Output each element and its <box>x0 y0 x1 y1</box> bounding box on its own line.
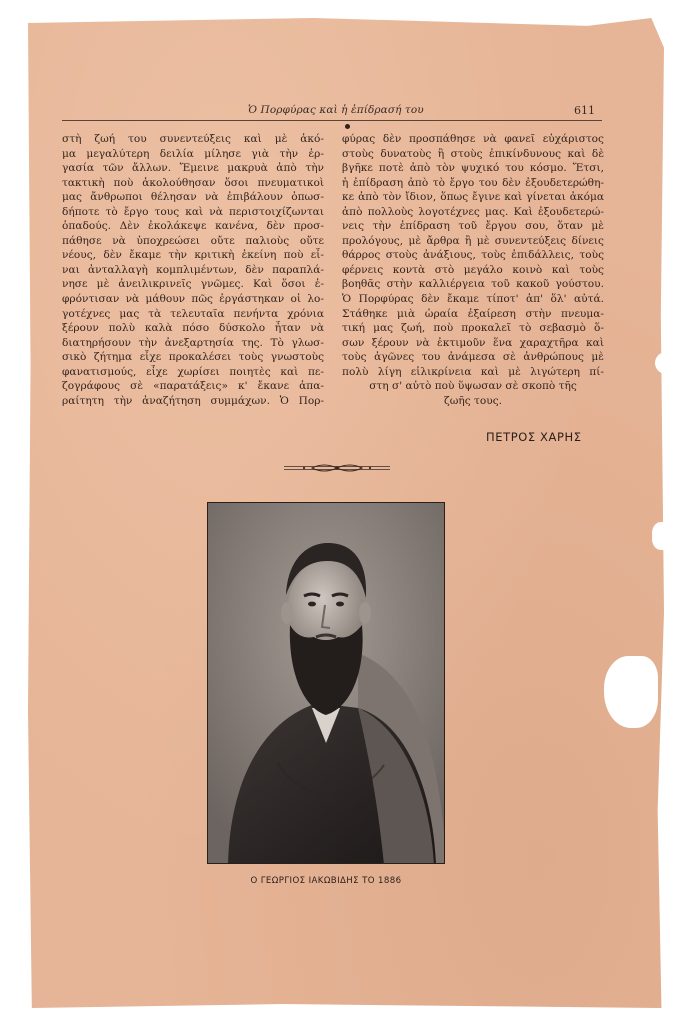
photo-caption: Ο ΓΕΩΡΓΙΟΣ ΙΑΚΩΒΙΔΗΣ ΤΟ 1886 <box>250 876 402 886</box>
punch-hole-middle <box>652 522 674 550</box>
text-line: νεις τὴν ἐπίδραση τοῦ ἔργου σου, ὅταν μὲ <box>342 220 604 233</box>
text-line: ὀπαδούς. Δὲν ἐκολάκεψε κανένα, δὲν προσ- <box>62 220 324 233</box>
text-line: ἀπὸ πολλοὺς λογοτέχνες μας. Καὶ ἐξουδετερώ- <box>342 205 604 218</box>
page-number: 611 <box>574 104 595 117</box>
left-text-column <box>62 132 324 408</box>
text-line: προλόγους, μὲ ἄρθρα ἢ μὲ συνεντεύξεις δίνεις <box>342 234 604 247</box>
text-line: ραίτητη τὴν ἀναζήτηση συμμάχων. Ὁ Πορ- <box>62 394 324 407</box>
text-line: βοηθᾶς στὴν καλλιέργεια τοῦ κακοῦ γούστου. <box>342 278 604 291</box>
text-line: πάθησε νὰ ὑποχρεώσει οὔτε παλιοὺς οὔτε <box>62 234 324 247</box>
punch-hole-top <box>655 352 677 374</box>
text-line: Ὁ Πορφύρας δὲν ἔκαμε τίποτ' ἀπ' ὅλ' αὐτά. <box>342 293 604 306</box>
punch-hole-bottom <box>604 656 658 728</box>
text-line: πολὺ λίγη εἰλικρίνεια καὶ μὲ λιγώτερη πί- <box>342 365 604 378</box>
text-line: φρόντισαν νὰ μάθουν πῶς ἐργάστηκαν οἱ λο- <box>62 293 324 306</box>
right-text-column <box>342 132 604 408</box>
text-line: μας ἄνθρωποι θέλησαν νὰ ἐπιβάλουν ὁπωσ- <box>62 191 324 204</box>
text-line: τακτικὴ ποὺ ἀκολούθησαν ὅσοι πνευματικοὶ <box>62 176 324 189</box>
text-line: γασία τῶν ἄλλων. Ἔμεινε μακρυὰ ἀπὸ τὴν <box>62 162 324 175</box>
ornament-divider <box>282 462 392 474</box>
text-line: στοὺς δυνατοὺς ἢ στοὺς ἐπικίνδυνους καὶ δὲ <box>342 147 604 160</box>
text-line: σων ξέρουν νὰ ἐκτιμοῦν ἕνα χαραχτῆρα καὶ <box>342 336 604 349</box>
text-line: θάρρος στοὺς ἀνάξιους, τοὺς ἐπιδάλλεις, τοὺς <box>342 249 604 262</box>
text-line: φέρνεις κοντὰ στὸ μεγάλο κοινὸ καὶ τοὺς <box>342 263 604 276</box>
text-line: μα μεγαλύτερη δειλία μίλησε γιὰ τὴν ἐρ- <box>62 147 324 160</box>
text-line: Στάθηκε μιὰ ὡραία ἐξαίρεση στὴν πνευμα- <box>342 307 604 320</box>
text-line: νησε μὲ ἀνειλικρινεῖς γνῶμες. Καὶ ὅσοι ἐ- <box>62 278 324 291</box>
text-line: διατηρήσουν τὴν ἀνεξαρτησία της. Τὸ γλωσ- <box>62 336 324 349</box>
text-line: ἡ ἐπίδραση ἀπὸ τὸ ἔργο του δὲν ἐξουδετερώθη- <box>342 176 604 189</box>
running-header-title: Ὁ Πορφύρας καὶ ἡ ἐπίδρασή του <box>248 104 424 116</box>
column-separator-dot <box>345 124 350 129</box>
text-line: ξέρουν πολὺ καλὰ πόσο δύσκολο ἦταν νὰ <box>62 322 324 335</box>
author-signature: ΠΕΤΡΟΣ ΧΑΡΗΣ <box>486 430 582 444</box>
text-line: ζογράφους σὲ «παρατάξεις» κ' ἔκανε ἀπα- <box>62 380 324 393</box>
text-line: φύρας δὲν προσπάθησε νὰ φανεῖ εὐχάριστος <box>342 133 604 145</box>
text-line: ναι ἀνταλλαγὴ κομπλιμέντων, δὲν παραπλά- <box>62 263 324 276</box>
header-rule <box>62 120 602 121</box>
text-line: στὴ ζωή του συνεντεύξεις καὶ μὲ ἀκό- <box>62 133 324 145</box>
text-line: στη σ' αὐτὸ ποὺ ὕψωσαν σὲ σκοπὸ τῆς <box>369 380 577 393</box>
portrait-photograph <box>207 502 445 864</box>
text-line: βγῆκε ποτὲ ἀπὸ τὸν ψυχικό του κόσμο. Ἔτσι, <box>342 162 604 175</box>
text-line: τοὺς ἀγῶνες του ἀνάμεσα σὲ ἀνθρώπους μὲ <box>342 351 604 364</box>
text-line: κε ἀπὸ τὸν ἴδιον, ὅπως ἔγινε καὶ γίνεται ἀκόμα <box>342 191 604 204</box>
text-line: γοτέχνες μας τὰ τελευταῖα πενήντα χρόνια <box>62 307 324 320</box>
text-line: ζωῆς τους. <box>443 394 502 407</box>
text-line: τική μας ζωή, ποὺ προκαλεῖ τὸ σεβασμὸ ὅ- <box>342 322 604 335</box>
text-line: δήποτε τὸ ἔργο τους καὶ νὰ περιστοιχίζωνται <box>62 205 324 218</box>
text-line: φανατισμούς, εἶχε χωρίσει ποιητὲς καὶ πε- <box>62 365 324 378</box>
text-line: νέους, δὲν ἔκαμε τὴν κριτικὴ ἐκείνη ποὺ εἶ- <box>62 249 324 262</box>
portrait-illustration <box>208 503 445 864</box>
text-line: σικὸ ζήτημα εἶχε προκαλέσει τοὺς γνωστοὺς <box>62 351 324 364</box>
